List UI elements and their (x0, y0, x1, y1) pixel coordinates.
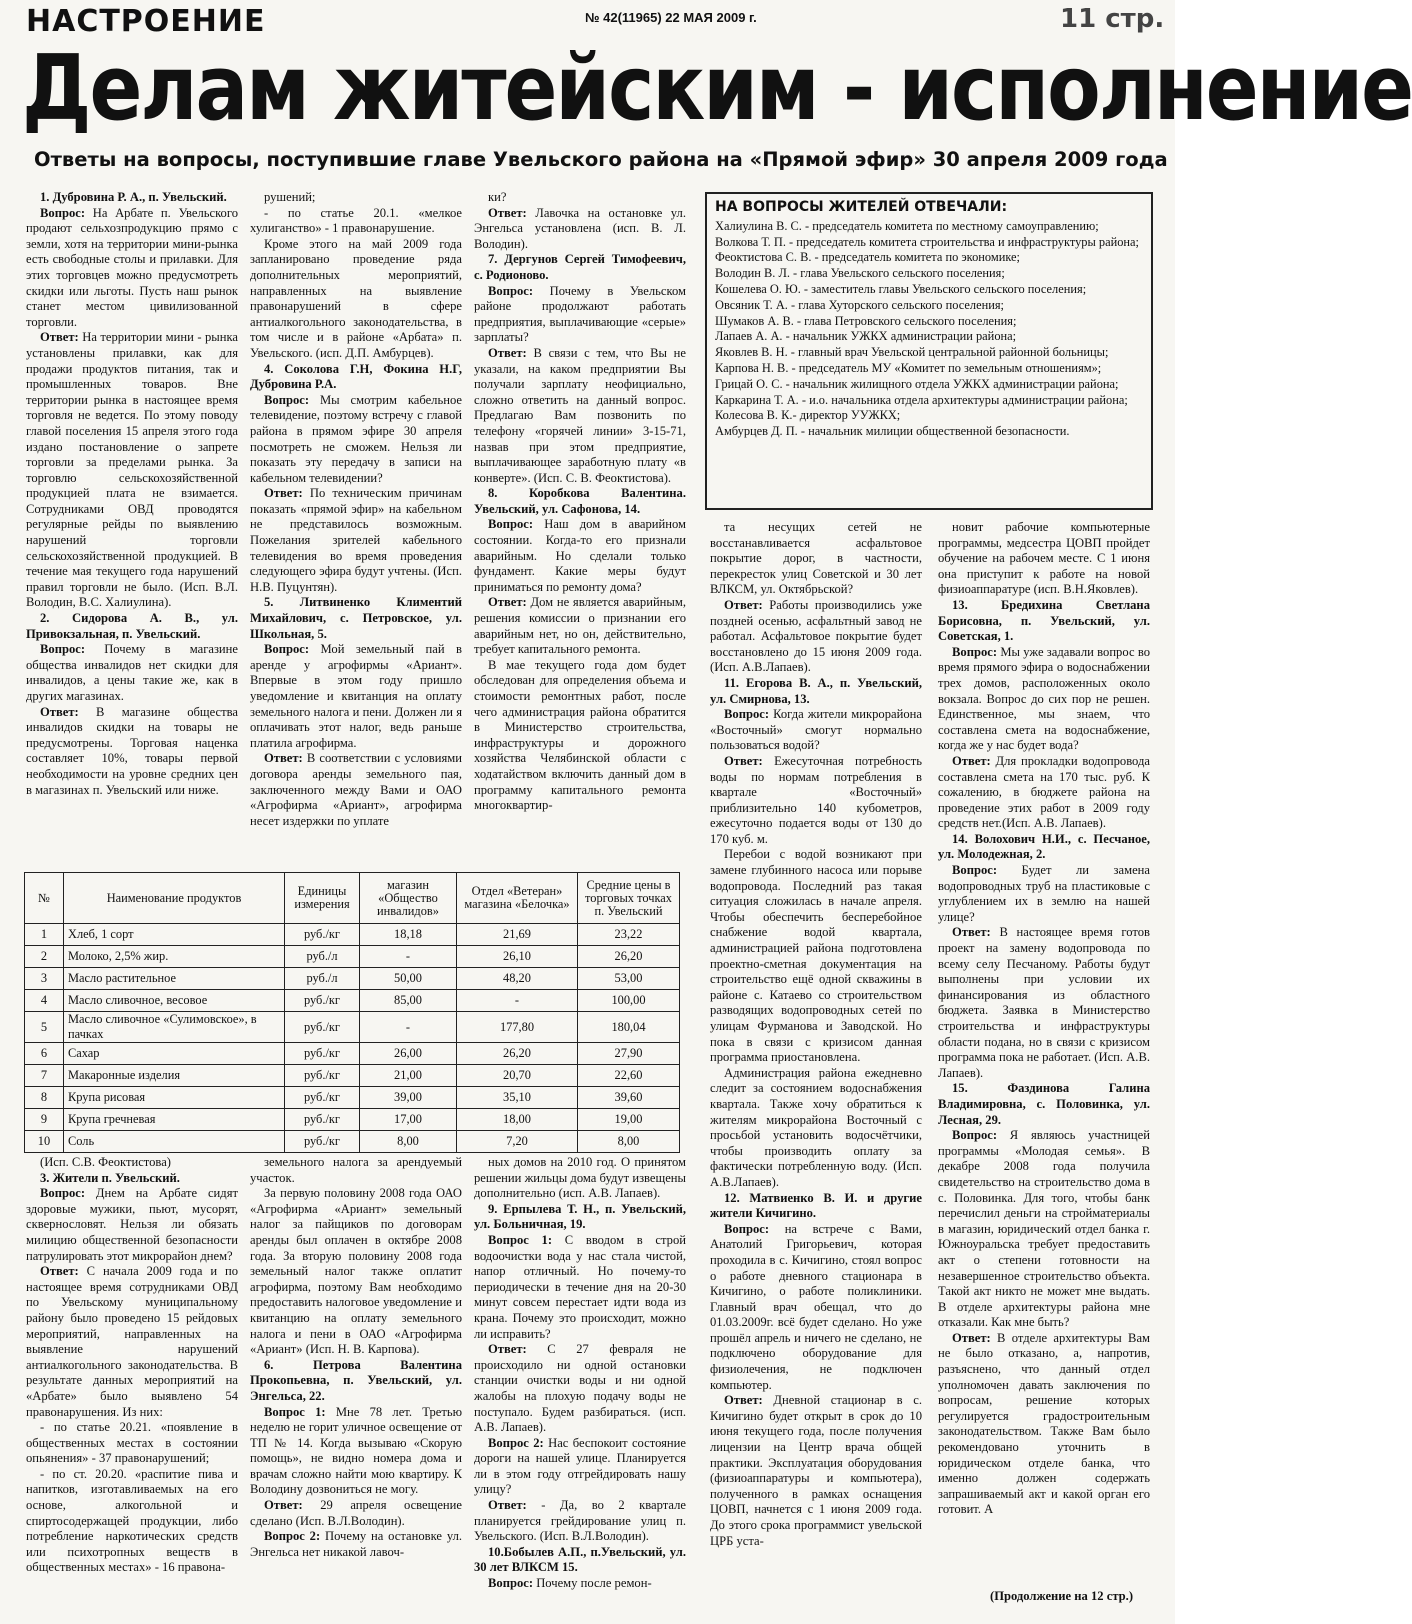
paragraph: Ответ: Работы производились уже поздней осенью, асфальтный завод не работал. Асфальтовое покрытие будет восстановлено до 15 июня 2009 года. (Исп. А.В.Лапаев). (710, 597, 922, 675)
paragraph: Ответ: В отделе архитектуры Вам не было отказано, а, напротив, разъяснено, что данный отдел уполномочен давать заключения по вопросам, решение которых регулируется градостроительным законодательством. Также Вам было рекомендовано уточнить в юридическом отделе банка, что именно должен содержать запрашиваемый акт и какой орган его готовит. А (938, 1330, 1150, 1517)
column-1-bottom (26, 1155, 238, 1621)
question-heading: 7. Дергунов Сергей Тимофеевич, с. Родионово. (474, 252, 686, 282)
question-heading: 15. Фаздинова Галина Владимировна, с. Половинка, ул. Лесная, 29. (938, 1081, 1150, 1127)
table-cell: 18,00 (457, 1109, 578, 1131)
table-cell: 8,00 (578, 1131, 680, 1153)
column-5 (938, 520, 1150, 1582)
paragraph: Вопрос 1: Мне 78 лет. Третью неделю не горит уличное освещение от ТП № 14. Когда вызываю «Скорую помощь», не видно номера дома и врачам сложно найти мою квартиру. К Володину дозвониться не могу. (250, 1404, 462, 1497)
respondent-item: Каркарина Т. А. - и.о. начальника отдела архитектуры администрации района; (715, 392, 1128, 407)
table-header: Единицы измерения (285, 873, 360, 924)
paragraph: Ответ: Дневной стационар в с. Кичигино будет открыт в срок до 10 июня текущего года, после получения лицензии на Центр врача общей практики. Эксплуатация оборудования (физиоаппаратуры и компьютера), полученного в рамках оснащения ЦОВП, начнется с 1 июня 2009 года. До этого срока программист увельской ЦРБ уста- (710, 1393, 922, 1548)
column-2-bottom (250, 1155, 462, 1621)
respondent-item: Колесова В. К.- директор УУЖКХ; (715, 408, 901, 423)
question-heading: 5. Литвиненко Климентий Михайлович, с. Петровское, ул. Школьная, 5. (250, 595, 462, 641)
table-cell: 48,20 (457, 968, 578, 990)
table-header: Наименование продуктов (64, 873, 285, 924)
respondents-box (705, 192, 1153, 510)
paragraph: Вопрос: Я являюсь участницей программы «Молодая семья». В декабре 2008 года получила свидетельство на строительство дома в с. Половинка. Для того, чтобы банк перечислил деньги на стройматериалы в магазин, юридический отдел банка г. Южноуральска требует предоставить акт о степени готовности на незавершенное строительство объекта. Такой акт никто не может мне выдать. В отделе архитектуры района мне отказали. Как мне быть? (938, 1128, 1150, 1330)
paragraph: Ответ: Для прокладки водопровода составлена смета на 170 тыс. руб. К сожалению, в бюджете района на проведение этих работ в 2009 году средств нет.(Исп. А.В. Лапаев). (938, 753, 1150, 831)
table-row (25, 1043, 680, 1065)
respondent-item: Волкова Т. П. - председатель комитета строительства и инфраструктуры района; (715, 234, 1139, 249)
table-cell: - (457, 990, 578, 1012)
table-header: Отдел «Ветеран» магазина «Белочка» (457, 873, 578, 924)
table-cell: 9 (25, 1109, 64, 1131)
table-cell: 26,20 (457, 1043, 578, 1065)
table-row (25, 990, 680, 1012)
question-heading: 3. Жители п. Увельский. (40, 1170, 180, 1185)
table-cell: руб./кг (285, 1109, 360, 1131)
table-cell: 177,80 (457, 1012, 578, 1043)
respondent-item: Овсяник Т. А. - глава Хуторского сельского поселения; (715, 297, 1004, 312)
question-heading: 1. Дубровина Р. А., п. Увельский. (40, 190, 227, 204)
paragraph: В мае текущего года дом будет обследован для определения объема и стоимости ремонтных работ, после чего администрация района обратится в Министерство строительства, инфраструктуры и дорожного хозяйства Челябинской области с ходатайством включить данный дом в программу капитального ремонта многоквартир- (474, 657, 686, 813)
column-3-bottom (474, 1155, 686, 1621)
paragraph: Вопрос 1: С вводом в строй водоочистки вода у нас стала чистой, напор отличный. Но почему-то периодически в течение дня на 20-30 минут совсем перестает идти вода из крана. Почему это происходит, можно ли исправить? (474, 1232, 686, 1341)
paragraph: Вопрос: Мы смотрим кабельное телевидение, поэтому встречу с главой района в прямом эфире 30 апреля посмотреть не сможем. Нельзя ли показать эту передачу в записи на кабельном телевидении? (250, 392, 462, 485)
table-cell: руб./л (285, 946, 360, 968)
question-heading: 11. Егорова В. А., п. Увельский, ул. Смирнова, 13. (710, 675, 922, 706)
table-cell: 23,22 (578, 924, 680, 946)
table-cell: Молоко, 2,5% жир. (64, 946, 285, 968)
table-header-row (25, 873, 680, 924)
table-cell: Макаронные изделия (64, 1065, 285, 1087)
table-header: № (25, 873, 64, 924)
subheadline: Ответы на вопросы, поступившие главе Увельского района на «Прямой эфир» 30 апреля 2009 года (34, 148, 1168, 171)
paragraph: Вопрос 2: Нас беспокоит состояние дороги на нашей улице. Планируется ли в этом году отгрейдировать нашу улицу? (474, 1435, 687, 1497)
section-title: НАСТРОЕНИЕ (26, 4, 266, 39)
question-heading: 12. Матвиенко В. И. и другие жители Кичигино. (710, 1190, 922, 1221)
paragraph: Вопрос: Когда жители микрорайона «Восточный» смогут нормально пользоваться водой? (710, 707, 922, 753)
paragraph: та несущих сетей не восстанавливается асфальтовое покрытие дорог, в частности, перекресток улиц Советской и 30 лет ВЛКСМ, ул. Октябрьской? (710, 520, 922, 597)
paragraph: Вопрос: Наш дом в аварийном состоянии. Когда-то его признали аварийным. Но сделали только фундамент. Какие меры будут приниматься по ремонту дома? (474, 517, 686, 594)
table-cell: 1 (25, 924, 64, 946)
table-header: магазин «Общество инвалидов» (360, 873, 457, 924)
paragraph: Вопрос: Мой земельный пай в аренде у агрофирмы «Ариант». Впервые в этом году пришло уведомление и квитанция на оплату земельного налога и пени. Должен ли я оплачивать этот налог, ведь раньше платила агрофирма. (250, 642, 462, 750)
paragraph: - по статье 20.1. «мелкое хулиганство» - 1 правонарушение. (250, 205, 462, 236)
table-cell: 6 (25, 1043, 64, 1065)
table-cell: Хлеб, 1 сорт (64, 924, 285, 946)
respondent-item: Карпова Н. В. - председатель МУ «Комитет по земельным отношениям»; (715, 360, 1102, 375)
paragraph: Вопрос: Почему в Увельском районе продолжают работать предприятия, выплачивающие «серые» зарплаты? (474, 283, 686, 345)
table-cell: 2 (25, 946, 64, 968)
table-row (25, 1109, 680, 1131)
question-heading: 2. Сидорова А. В., ул. Привокзальная, п. Увельский. (26, 611, 238, 641)
table-cell: 3 (25, 968, 64, 990)
table-cell: руб./кг (285, 1087, 360, 1109)
respondents-title: НА ВОПРОСЫ ЖИТЕЛЕЙ ОТВЕЧАЛИ: (715, 199, 1008, 215)
table-cell: 18,18 (360, 924, 457, 946)
respondent-item: Феоктистова С. В. - председатель комитета по экономике; (715, 250, 1020, 265)
table-cell: руб./кг (285, 990, 360, 1012)
table-cell: 26,10 (457, 946, 578, 968)
table-cell: 39,00 (360, 1087, 457, 1109)
paragraph: новит рабочие компьютерные программы, медсестра ЦОВП пройдет обучение на рабочем месте. С 1 июня она приступит к работе на новой физиоаппаратуре (исп. В.Н.Яковлев). (938, 520, 1150, 597)
paragraph: (Исп. С.В. Феоктистова) (40, 1155, 171, 1169)
table-cell: руб./л (285, 968, 360, 990)
paragraph: За первую половину 2008 года ОАО «Агрофирма «Ариант» земельный налог за пайщиков по договорам аренды был оплачен в октябре 2008 года. За вторую половину 2008 года земельный налог также оплатит агрофирма, поэтому Вам необходимо предоставить налоговое уведомление и квитанцию на оплату земельного налога и пени в ОАО «Агрофирма «Ариант» (Исп. Н. В. Карпова). (250, 1186, 462, 1357)
table-cell: 27,90 (578, 1043, 680, 1065)
table-cell: 35,10 (457, 1087, 578, 1109)
respondent-item: Володин В. Л. - глава Увельского сельского поселения; (715, 266, 1005, 281)
paragraph: Ответ: Ежесуточная потребность воды по нормам потребления в квартале «Восточный» приблизительно 140 кубометров, ежесуточно подается воды от 130 до 170 куб. м. (710, 753, 922, 846)
table-cell: 17,00 (360, 1109, 457, 1131)
respondent-item: Амбурцев Д. П. - начальник милиции общественной безопасности. (715, 424, 1070, 439)
table-cell: 21,69 (457, 924, 578, 946)
table-cell: 4 (25, 990, 64, 1012)
table-cell: 26,20 (578, 946, 680, 968)
respondent-item: Грицай О. С. - начальник жилищного отдела УЖКХ администрации района; (715, 376, 1119, 391)
page-number: 11 стр. (1060, 4, 1165, 34)
table-cell: 39,60 (578, 1087, 680, 1109)
paragraph: - по ст. 20.20. «распитие пива и напитков, изготавливаемых на его основе, алкогольной и спиртосодержащей продукции, либо потребление наркотических средств или психотропных веществ в общественных местах» - 16 правона- (26, 1466, 238, 1575)
table-cell: Крупа рисовая (64, 1087, 285, 1109)
table-cell: 10 (25, 1131, 64, 1153)
table-row (25, 1131, 680, 1153)
paragraph: Администрация района ежедневно следит за состоянием водоснабжения квартала. Также хочу обратиться к жителям микрорайона Восточный с просьбой установить водосчётчики, чтобы производить оплату за фактически потребленную воду. (Исп. А.В.Лапаев). (710, 1065, 922, 1189)
table-cell: Масло растительное (64, 968, 285, 990)
table-cell: 26,00 (360, 1043, 457, 1065)
paragraph: Ответ: Дом не является аварийным, решения комиссии о признании его аварийным нет, но он, действительно, требует капитального ремонта. (474, 595, 686, 657)
table-cell: - (360, 946, 457, 968)
paragraph: Ответ: В соответствии с условиями договора аренды земельного пая, заключенного между Вами и ОАО «Агрофирма «Ариант», агрофирма несет издержки по уплате (250, 751, 462, 828)
respondents-list (715, 219, 1143, 440)
paragraph: Вопрос: на встрече с Вами, Анатолий Григорьевич, которая проходила в с. Кичигино, стоял вопрос о работе дневного стационара в Кичигино, о работе поликлиники. Главный врач обещал, что до 01.03.2009г. всё будет сделано. Но уже прошёл апрель и ничего не сделано, не подключено оборудование для физиолечения, не подключен компьютер. (710, 1221, 922, 1392)
paragraph: рушений; (264, 190, 316, 204)
table-cell: - (360, 1012, 457, 1043)
paragraph: Вопрос: Почему после ремон- (488, 1576, 652, 1591)
paragraph: Перебои с водой возникают при замене глубинного насоса или порыве водопровода. Последний раз такая ситуация сложилась в начале апреля. Чтобы обеспечить бесперебойное снабжение водой квартала, администрацией района подготовлена проектно-сметная документация на строительство ещё одной скважины в районе с. Катаево со строительством разводящих водопроводных сетей по улицам Фурманова и Заводской. Но пока в связи с кризисом данная программа приостановлена. (710, 847, 922, 1065)
paragraph: Ответ: На территории мини - рынка установлены прилавки, как для продажи продуктов питания, так и промышленных товаров. Вне территории рынка в настоящее время торговля не ведется. По этому поводу главой поселения 15 апреля этого года издано постановление о запрете торговли за пределами рынка. За торговлю сельскохозяйственной продукцией плата не взимается. Сотрудниками ОВД проводятся регулярные рейды по выявлению нарушений торговли сельскохозяйственной продукцией. В течение мая текущего года нарушений правил торговли не было. (Исп. В.Л. Володин, В.С. Халиулина). (26, 330, 238, 610)
paragraph: земельного налога за арендуемый участок. (250, 1155, 462, 1185)
paragraph: Ответ: В связи с тем, что Вы не указали, на каком предприятии Вы получали зарплату неофициально, сложно ответить на данный вопрос. Предлагаю Вам позвонить по телефону «горячей линии» 3-15-71, назвав при этом предприятие, выплачивающее заработную плату «в конверте». (Исп. С. В. Феоктистова). (474, 345, 686, 485)
table-cell: 180,04 (578, 1012, 680, 1043)
table-cell: 20,70 (457, 1065, 578, 1087)
table-row (25, 946, 680, 968)
table-body (25, 924, 680, 1153)
table-row (25, 1087, 680, 1109)
table-cell: Крупа гречневая (64, 1109, 285, 1131)
paragraph: Ответ: С начала 2009 года и по настоящее время сотрудниками ОВД по Увельскому муниципальному району было проведено 15 рейдовых мероприятий, направленных на выявление нарушений антиалкогольного законодательства. В результате данных мероприятий на «Арбате» было выявлено 54 правонарушения. Из них: (26, 1264, 238, 1419)
table-cell: 100,00 (578, 990, 680, 1012)
table-row (25, 924, 680, 946)
table-row (25, 1012, 680, 1043)
table-cell: 7 (25, 1065, 64, 1087)
table-cell: Масло сливочное «Сулимовское», в пачках (64, 1012, 285, 1043)
price-table (24, 872, 680, 1153)
question-heading: 8. Коробкова Валентина. Увельский, ул. Сафонова, 14. (474, 486, 686, 516)
table-cell: руб./кг (285, 1131, 360, 1153)
respondent-item: Халиулина В. С. - председатель комитета по местному самоуправлению; (715, 218, 1099, 233)
question-heading: 13. Бредихина Светлана Борисовна, п. Увельский, ул. Советская, 1. (938, 597, 1150, 644)
paragraph: Ответ: 29 апреля освещение сделано (Исп. В.Л.Володин). (250, 1498, 462, 1528)
table-cell: 8,00 (360, 1131, 457, 1153)
table-cell: 19,00 (578, 1109, 680, 1131)
table-cell: 8 (25, 1087, 64, 1109)
headline: Делам житейским - исполнение (22, 37, 1412, 141)
table-cell: 22,60 (578, 1065, 680, 1087)
table-cell: 5 (25, 1012, 64, 1043)
paragraph: Ответ: По техническим причинам показать «прямой эфир» на кабельном не представилось возможным. Пожелания зрителей кабельного телевидения во время проведения следующего эфира будут учтены. (Исп. Н.В. Пуцунтян). (250, 486, 462, 594)
paragraph: Вопрос: На Арбате п. Увельского продают сельхозпродукцию прямо с земли, хотя на территории мини-рынка есть свободные столы и прилавки. Для этих торговцев можно предусмотреть скидки или льготы. Пусть наш рынок станет местом цивилизованной торговли. (26, 205, 238, 329)
question-heading: 14. Волохович Н.И., с. Песчаное, ул. Молодежная, 2. (938, 831, 1150, 862)
table-cell: руб./кг (285, 1065, 360, 1087)
respondent-item: Яковлев В. Н. - главный врач Увельской центральной районной больницы; (715, 345, 1109, 360)
column-3-top (474, 190, 686, 860)
table-cell: Масло сливочное, весовое (64, 990, 285, 1012)
table-row (25, 968, 680, 990)
respondent-item: Шумаков А. В. - глава Петровского сельского поселения; (715, 313, 1017, 328)
table-cell: 50,00 (360, 968, 457, 990)
paragraph: Ответ: В магазине общества инвалидов скидки на товары не предусмотрены. Торговая наценка составляет 10%, товары первой необходимости на уровне средних цен в магазинах п. Увельский или ниже. (26, 704, 238, 797)
table-header: Средние цены в торговых точках п. Увельский (578, 873, 680, 924)
paragraph: Кроме этого на май 2009 года запланировано проведение ряда дополнительных мероприятий, направленных на выявление правонарушений в сфере антиалкогольного законодательства, в том числе и в районе «Арбата» п. Увельского. (исп. Д.П. Амбурцев). (250, 236, 462, 360)
paragraph: Вопрос: Мы уже задавали вопрос во время прямого эфира о водоснабжении трех домов, расположенных около вокзала. Вопрос до сих пор не решен. Единственное, мы знаем, что составлена смета на водоснабжение, когда же у нас будет вода? (938, 644, 1150, 753)
question-heading: 4. Соколова Г.Н, Фокина Н.Г, Дубровина Р.А. (250, 361, 462, 392)
paragraph: Ответ: Лавочка на остановке ул. Энгельса установлена (исп. В. Л. Володин). (474, 205, 686, 251)
issue-info: № 42(11965) 22 МАЯ 2009 г. (585, 10, 757, 25)
respondent-item: Лапаев А. А. - начальник УЖКХ администрации района; (715, 329, 1017, 344)
table-row (25, 1065, 680, 1087)
paragraph: Вопрос: Будет ли замена водопроводных труб на пластиковые с углублением их в землю на нашей улице? (938, 863, 1150, 924)
paragraph: ных домов на 2010 год. О принятом решении жильцы дома будут извещены дополнительно (исп. А.В. Лапаев). (474, 1155, 686, 1201)
paragraph: Вопрос: Почему в магазине общества инвалидов нет скидки для инвалидов, а цены такие же, как в других магазинах. (26, 642, 238, 703)
table-cell: 53,00 (578, 968, 680, 990)
respondent-item: Кошелева О. Ю. - заместитель главы Увельского сельского поселения; (715, 281, 1087, 296)
table-cell: 21,00 (360, 1065, 457, 1087)
paragraph: Вопрос 2: Почему на остановке ул. Энгельса нет никакой лавоч- (250, 1529, 462, 1559)
column-1-top (26, 190, 238, 860)
column-2-top (250, 190, 462, 860)
question-heading: 10.Бобылев А.П., п.Увельский, ул. 30 лет ВЛКСМ 15. (474, 1544, 686, 1575)
paragraph: - по статье 20.21. «появление в общественных местах в состоянии опьянения» - 37 правонарушений; (26, 1420, 238, 1466)
paragraph: Вопрос: Днем на Арбате сидят здоровые мужики, пьют, мусорят, сквернословят. Нельзя ли обязать милицию общественной безопасности патрулировать этот микрорайон днем? (26, 1186, 238, 1263)
table-cell: руб./кг (285, 924, 360, 946)
table-cell: руб./кг (285, 1043, 360, 1065)
column-4 (710, 520, 922, 1620)
paragraph: Ответ: - Да, во 2 квартале планируется грейдирование улиц п. Увельского. (Исп. В.Л.Володин). (474, 1498, 686, 1544)
paragraph: ки? (488, 190, 507, 204)
table-cell: 7,20 (457, 1131, 578, 1153)
paragraph: Ответ: В настоящее время готов проект на замену водопровода по всему селу Песчаному. Работы будут выполнены при условии их финансирования из областного бюджета. Заявка в Министерство строительства и инфраструктуры области подана, но в связи с кризисом программа пока не работает. (Исп. А.В. Лапаев). (938, 925, 1150, 1080)
paragraph: Ответ: С 27 февраля не происходило ни одной остановки станции очистки воды и ни одной жалобы на плохую подачу воды не поступало. Будем разбираться. (исп. А.В. Лапаев). (474, 1342, 686, 1435)
table-cell: Сахар (64, 1043, 285, 1065)
table-cell: руб./кг (285, 1012, 360, 1043)
table-cell: 85,00 (360, 990, 457, 1012)
question-heading: 9. Ерпылева Т. Н., п. Увельский, ул. Больничная, 19. (474, 1201, 686, 1232)
question-heading: 6. Петрова Валентина Прокопьевна, п. Увельский, ул. Энгельса, 22. (250, 1357, 462, 1403)
continuation-note: (Продолжение на 12 стр.) (990, 1589, 1134, 1603)
table-cell: Соль (64, 1131, 285, 1153)
